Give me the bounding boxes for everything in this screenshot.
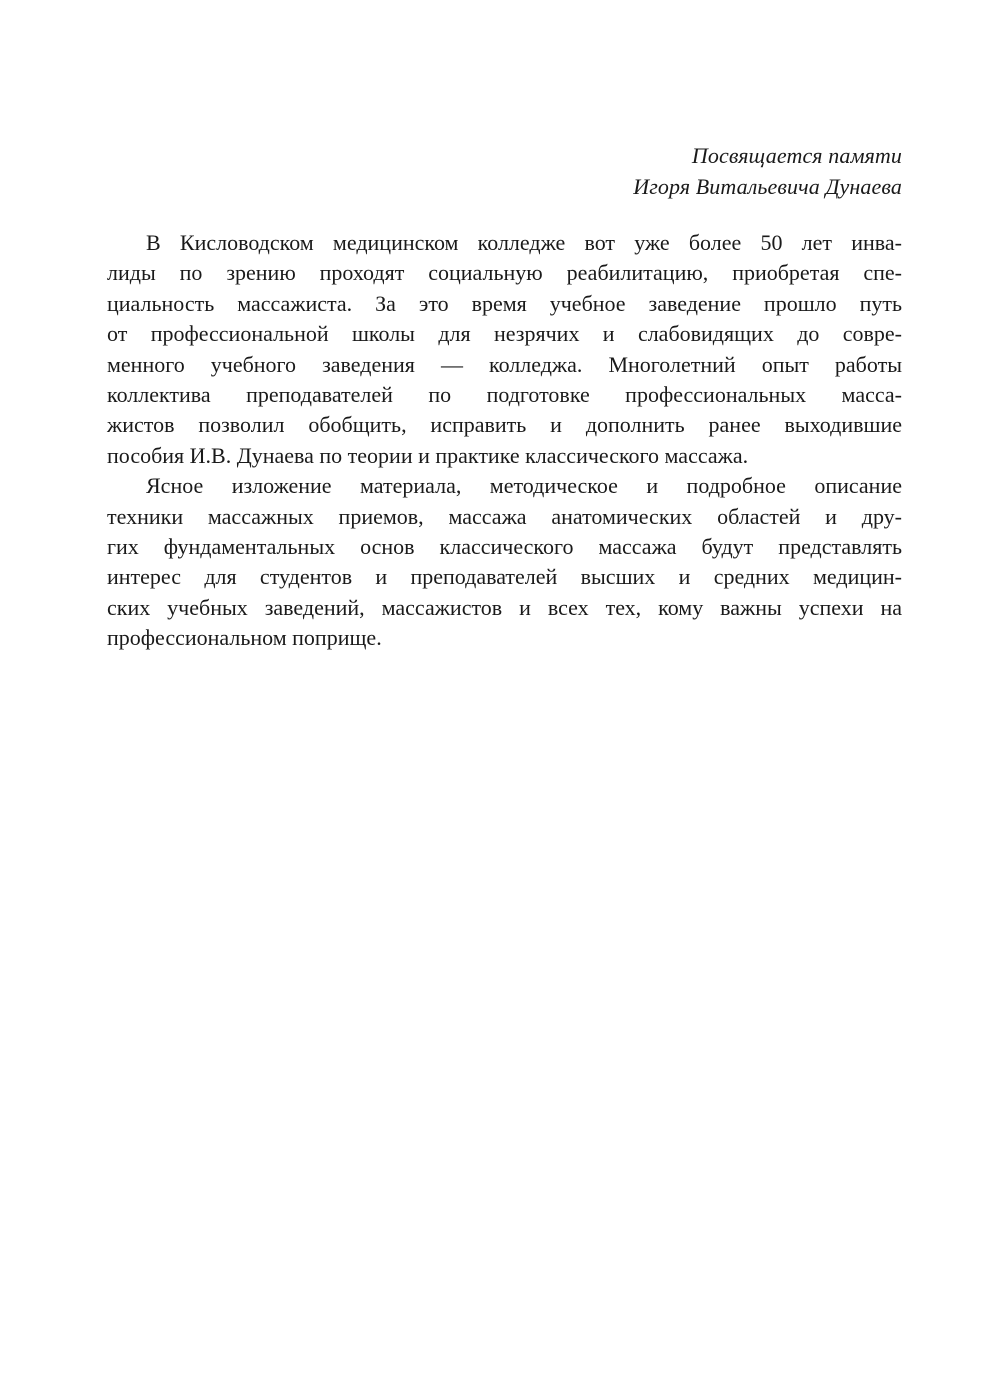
paragraph-line: гих фундаментальных основ классического массажа будут представлять bbox=[107, 533, 902, 559]
paragraph-1 bbox=[107, 228, 902, 471]
paragraph-line: техники массажных приемов, массажа анатомических областей и дру- bbox=[107, 503, 902, 529]
paragraph-line: циальность массажиста. За это время учебное заведение прошло путь bbox=[107, 290, 902, 316]
paragraph-line: пособия И.В. Дунаева по теории и практике классического массажа. bbox=[107, 442, 749, 468]
paragraph-2 bbox=[107, 471, 902, 653]
paragraph-line: жистов позволил обобщить, исправить и дополнить ранее выходившие bbox=[107, 412, 902, 438]
dedication-line-1: Посвящается памяти bbox=[691, 143, 902, 168]
dedication-line-2: Игоря Витальевича Дунаева bbox=[633, 174, 902, 199]
paragraph-line: Ясное изложение материала, методическое и подробное описание bbox=[146, 473, 902, 499]
paragraph-line: ских учебных заведений, массажистов и всех тех, кому важны успехи на bbox=[107, 594, 902, 620]
paragraph-line: В Кисловодском медицинском колледже вот уже более 50 лет инва- bbox=[146, 230, 902, 255]
body-text bbox=[107, 228, 902, 653]
paragraph-line: профессиональном поприще. bbox=[107, 625, 382, 651]
dedication bbox=[402, 140, 902, 202]
paragraph-line: менного учебного заведения — колледжа. Многолетний опыт работы bbox=[107, 351, 902, 377]
paragraph-line: лиды по зрению проходят социальную реабилитацию, приобретая спе- bbox=[107, 260, 902, 286]
paragraph-line: интерес для студентов и преподавателей высших и средних медицин- bbox=[107, 564, 902, 590]
paragraph-line: коллектива преподавателей по подготовке профессиональных масса- bbox=[107, 381, 902, 407]
paragraph-line: от профессиональной школы для незрячих и слабовидящих до совре- bbox=[107, 321, 902, 347]
